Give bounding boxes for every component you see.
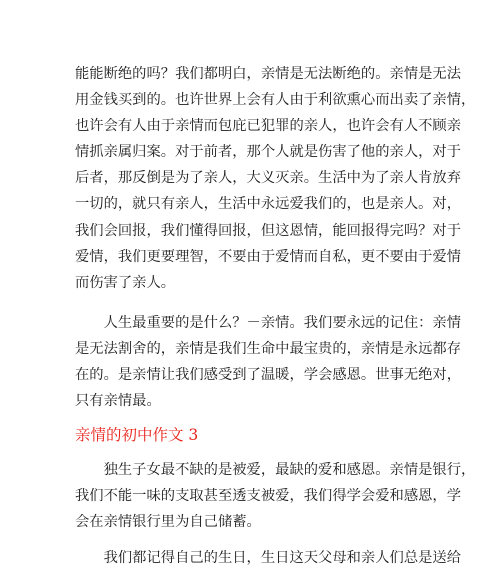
paragraph-line: 能能断绝的吗？我们都明白，亲情是无法断绝的。亲情是无法 [75,66,462,82]
paragraph-line: 只有亲情最。 [75,393,161,410]
paragraph-line: 而伤害了亲人。 [75,274,176,291]
paragraph-line: 我们不能一味的支取甚至透支被爱，我们得学会爱和感恩，学 [75,488,462,505]
paragraph-line: 在的。是亲情让我们感受到了温暖，学会感恩。世事无绝对， [75,367,462,384]
paragraph-line: 也许会有人由于亲情而包庇已犯罪的亲人，也许会有人不顾亲 [75,118,462,135]
paragraph-line: 独生子女最不缺的是被爱，最缺的爱和感恩。亲情是银行， [75,462,476,478]
paragraph-line: 人生最重要的是什么？－亲情。我们要永远的记住：亲情 [75,315,462,331]
paragraph-3 [75,457,476,535]
paragraph-4 [75,545,462,571]
section-heading: 亲情的初中作文 3 [75,426,199,444]
paragraph-line: 我们会回报，我们懂得回报，但这恩情，能回报得完吗？对于 [75,222,462,239]
paragraph-2 [75,310,462,414]
paragraph-line: 后者，那反倒是为了亲人，大义灭亲。生活中为了亲人肯放弃 [75,170,462,187]
paragraph-line: 是无法割舍的，亲情是我们生命中最宝贵的，亲情是永远都存 [75,341,462,358]
paragraph-line: 情抓亲属归案。对于前者，那个人就是伤害了他的亲人，对于 [75,144,462,161]
paragraph-line: 一切的，就只有亲人，生活中永远爱我们的，也是亲人。对， [75,196,462,213]
paragraph-1 [75,61,476,296]
paragraph-line: 会在亲情银行里为自己储蓄。 [75,514,261,531]
paragraph-line: 爱情，我们更要理智，不要由于爱情而自私，更不要由于爱情 [75,248,462,265]
paragraph-line: 用金钱买到的。也许世界上会有人由于利欲熏心而出卖了亲情， [75,92,476,109]
paragraph-line: 我们都记得自己的生日，生日这天父母和亲人们总是送给 [75,550,462,566]
